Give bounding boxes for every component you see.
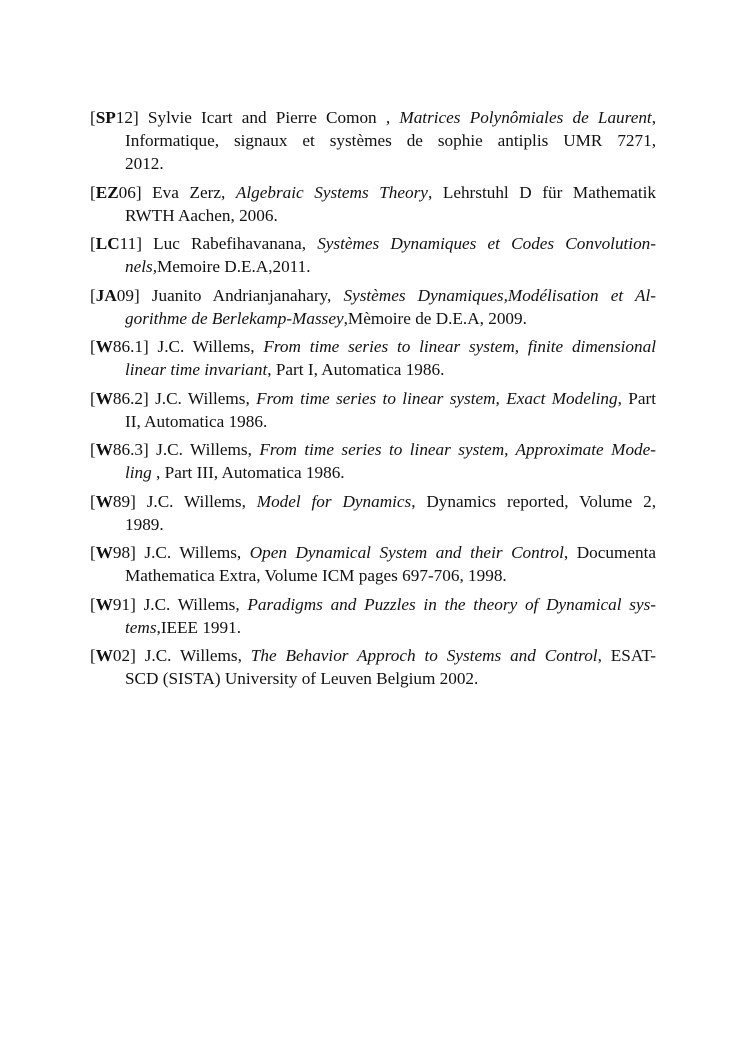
reference-line	[90, 490, 656, 513]
reference-bracket: [	[90, 491, 96, 511]
reference-title: Systèmes Dynamiques et Codes Convolution-	[317, 234, 656, 253]
reference-bracket: [	[90, 440, 96, 459]
reference-text: ] J.C. Willems,	[143, 440, 260, 459]
reference-key-letters: W	[95, 646, 113, 665]
reference-line	[90, 513, 656, 536]
reference-text: ] J.C. Willems,	[143, 388, 257, 408]
reference-text: , Part I, Automatica 1986.	[267, 360, 445, 379]
reference-bracket: [	[90, 285, 96, 305]
reference-text: ] Eva Zerz,	[135, 182, 236, 202]
reference-title: From time series to linear system, Approximate Mode-	[259, 440, 656, 459]
reference-text: 2012.	[125, 154, 164, 173]
reference-text: II, Automatica 1986.	[125, 411, 268, 431]
reference-text: ] J.C. Willems,	[130, 543, 250, 562]
reference-text: ] J.C. Willems,	[143, 337, 264, 356]
reference-title: Systèmes Dynamiques,Modélisation et Al-	[343, 285, 656, 305]
reference-key-letters: W	[95, 388, 113, 408]
reference-line	[90, 152, 656, 175]
reference-text: ] Luc Rabefihavanana,	[136, 234, 318, 253]
reference-text: , Part	[617, 388, 656, 408]
reference-title: gorithme de Berlekamp-Massey	[125, 308, 344, 328]
reference-text: ,Memoire D.E.A,2011.	[152, 257, 311, 276]
reference-key-number: 98	[112, 543, 131, 562]
reference-title: Open Dynamical System and their Control	[249, 543, 564, 562]
reference-line	[90, 410, 656, 433]
reference-key-number: 02	[112, 646, 131, 665]
reference-text: , Part III, Automatica 1986.	[151, 463, 345, 482]
reference-entry	[90, 490, 656, 536]
reference-key-letters: EZ	[95, 182, 119, 202]
reference-key-letters: LC	[95, 234, 120, 253]
reference-text: , Lehrstuhl D für Mathematik	[427, 182, 656, 202]
reference-entry	[90, 232, 656, 278]
reference-line	[90, 593, 656, 616]
reference-line	[90, 255, 656, 278]
reference-title: Paradigms and Puzzles in the theory of Dynamical sys-	[247, 594, 656, 614]
reference-line	[90, 667, 656, 690]
reference-bracket: [	[90, 108, 96, 127]
reference-entry	[90, 644, 656, 690]
reference-key-letters: W	[95, 594, 113, 614]
reference-title: ling	[125, 463, 152, 482]
reference-title: From time series to linear system, Exact Modeling	[256, 388, 618, 408]
reference-line	[90, 335, 656, 358]
reference-text: , Documenta	[563, 543, 656, 562]
reference-key-number: 06	[118, 182, 136, 202]
reference-text: Informatique, signaux et systèmes de sophie antiplis UMR 7271,	[125, 131, 656, 150]
reference-entry	[90, 387, 656, 433]
reference-title: tems	[125, 617, 157, 637]
reference-text: ,Mèmoire de D.E.A, 2009.	[343, 308, 527, 328]
reference-title: Algebraic Systems Theory	[235, 182, 428, 202]
reference-key-number: 89	[112, 491, 131, 511]
reference-line	[90, 461, 656, 484]
reference-entry	[90, 181, 656, 227]
reference-text: RWTH Aachen, 2006.	[125, 205, 278, 225]
reference-line	[90, 438, 656, 461]
reference-line	[90, 387, 656, 410]
reference-title: Matrices Polynômiales de Laurent	[399, 108, 652, 127]
reference-key-number: 86.3	[112, 440, 143, 459]
reference-key-number: 12	[115, 108, 133, 127]
reference-title: linear time invariant	[125, 360, 268, 379]
reference-text: ,	[651, 108, 656, 127]
reference-line	[90, 541, 656, 564]
reference-entry	[90, 284, 656, 330]
reference-entry	[90, 438, 656, 484]
reference-bracket: [	[90, 234, 96, 253]
reference-key-number: 86.1	[112, 337, 143, 356]
reference-key-number: 86.2	[112, 388, 143, 408]
reference-text: ] J.C. Willems,	[130, 646, 251, 665]
reference-key-letters: W	[95, 543, 113, 562]
reference-text: SCD (SISTA) University of Leuven Belgium 2002.	[125, 669, 479, 688]
reference-key-letters: W	[95, 440, 113, 459]
reference-text: ,IEEE 1991.	[156, 617, 242, 637]
reference-line	[90, 644, 656, 667]
reference-line	[90, 129, 656, 152]
reference-line	[90, 307, 656, 330]
reference-text: ] Juanito Andrianjanahary,	[133, 285, 344, 305]
reference-key-number: 09	[116, 285, 134, 305]
reference-line	[90, 181, 656, 204]
reference-bracket: [	[90, 182, 96, 202]
reference-key-letters: SP	[95, 108, 116, 127]
reference-line	[90, 358, 656, 381]
reference-title: Model for Dynamics	[256, 491, 412, 511]
reference-line	[90, 232, 656, 255]
reference-title: nels	[125, 257, 153, 276]
reference-bracket: [	[90, 543, 96, 562]
reference-text: ] J.C. Willems,	[130, 594, 248, 614]
reference-text: ] J.C. Willems,	[130, 491, 257, 511]
reference-key-letters: JA	[95, 285, 117, 305]
reference-text: Mathematica Extra, Volume ICM pages 697-706, 1998.	[125, 566, 507, 585]
reference-text: , Dynamics reported, Volume 2,	[411, 491, 656, 511]
reference-line	[90, 106, 656, 129]
reference-line	[90, 616, 656, 639]
reference-entry	[90, 335, 656, 381]
reference-text: 1989.	[125, 514, 164, 534]
reference-entry	[90, 106, 656, 175]
reference-bracket: [	[90, 646, 96, 665]
reference-key-number: 91	[112, 594, 131, 614]
reference-bracket: [	[90, 388, 96, 408]
reference-line	[90, 284, 656, 307]
reference-key-letters: W	[95, 491, 113, 511]
reference-entry	[90, 541, 656, 587]
reference-line	[90, 564, 656, 587]
reference-title: The Behavior Approch to Systems and Control	[250, 646, 598, 665]
reference-bracket: [	[90, 337, 96, 356]
reference-title: From time series to linear system, finite dimensional	[263, 337, 656, 356]
reference-text: , ESAT-	[597, 646, 656, 665]
reference-entry	[90, 593, 656, 639]
bibliography-list	[90, 106, 656, 696]
reference-text: ] Sylvie Icart and Pierre Comon ,	[132, 108, 400, 127]
reference-key-letters: W	[95, 337, 113, 356]
reference-line	[90, 204, 656, 227]
reference-key-number: 11	[119, 234, 137, 253]
reference-bracket: [	[90, 594, 96, 614]
